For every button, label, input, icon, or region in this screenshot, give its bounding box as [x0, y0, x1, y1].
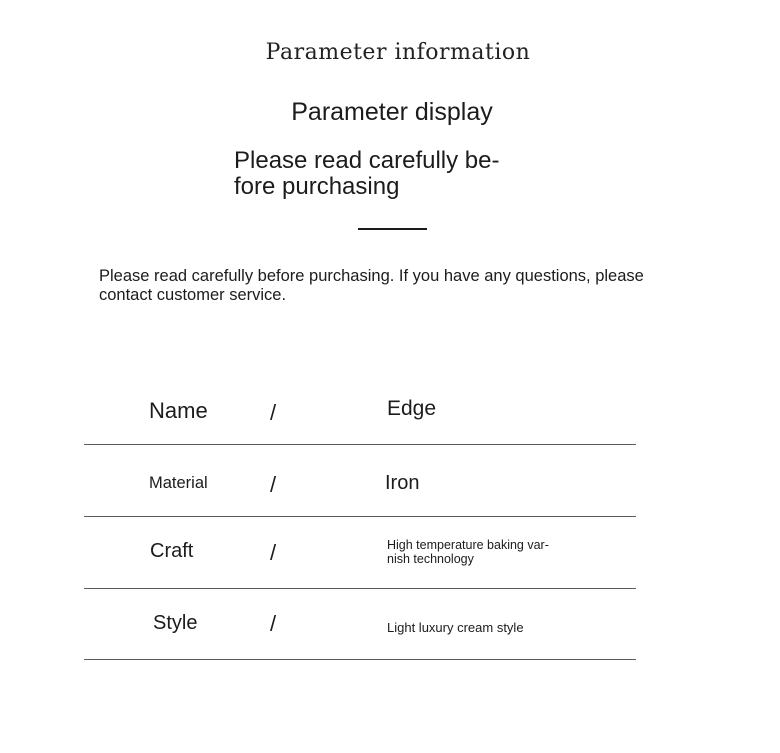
row-divider	[84, 659, 636, 660]
row-divider	[84, 588, 636, 589]
param-label-craft: Craft	[150, 540, 194, 562]
param-value-material: Iron	[385, 472, 420, 494]
param-separator: /	[270, 472, 277, 497]
purchase-notice-heading: Please read carefully be-fore purchasing	[234, 147, 500, 200]
param-value-style: Light luxury cream style	[387, 620, 524, 635]
intro-text: Please read carefully before purchasing. If you have any questions, please contact customer service.	[99, 267, 644, 304]
row-divider	[84, 444, 636, 445]
param-value-name: Edge	[387, 397, 437, 420]
row-divider	[84, 516, 636, 517]
param-separator: /	[270, 400, 277, 425]
param-value-craft: High temperature baking var-nish technology	[387, 538, 549, 566]
param-separator: /	[270, 540, 277, 565]
param-separator: /	[270, 611, 277, 636]
param-label-style: Style	[153, 612, 198, 634]
param-label-name: Name	[149, 398, 208, 423]
param-label-material: Material	[149, 474, 208, 492]
section-subtitle: Parameter display	[291, 98, 493, 126]
page-title: Parameter information	[265, 40, 531, 65]
title-divider	[358, 228, 427, 230]
